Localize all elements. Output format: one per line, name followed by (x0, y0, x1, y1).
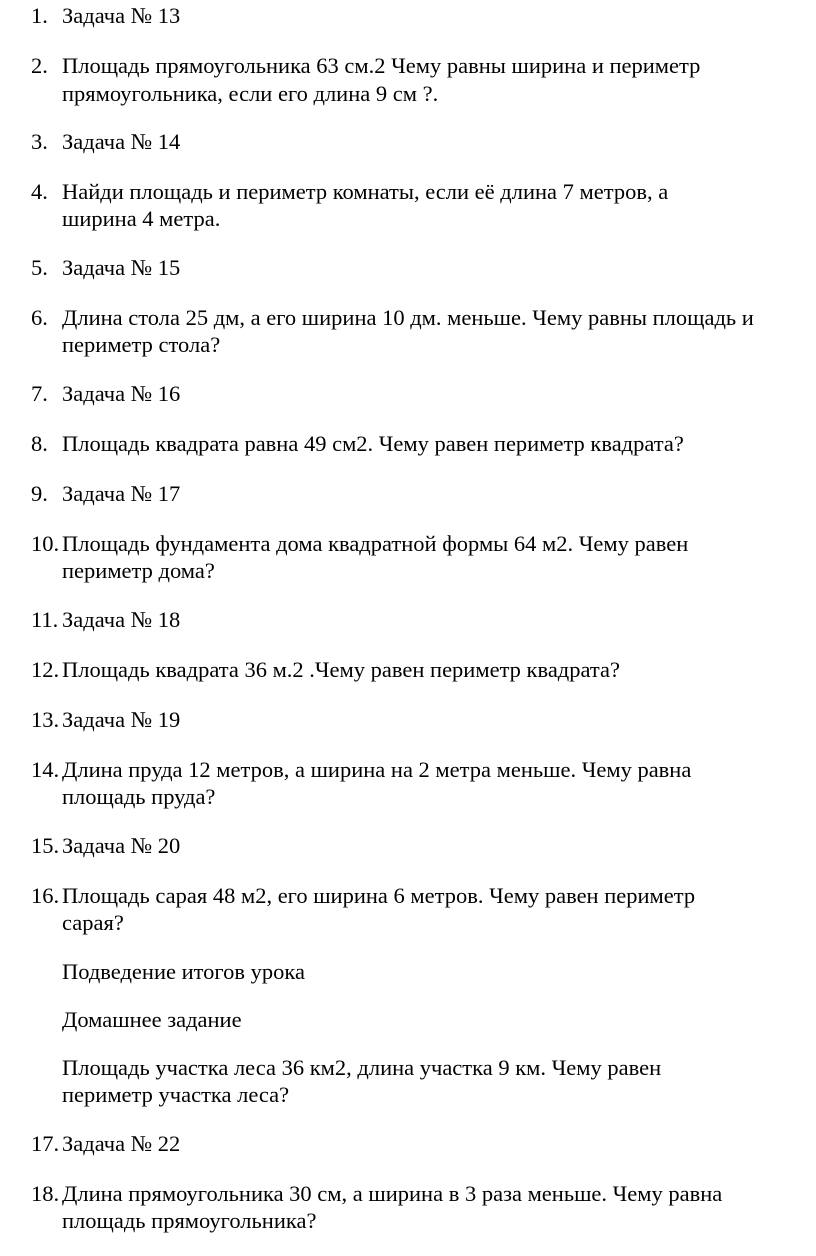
item-number: 9. (31, 481, 48, 506)
item-text: Длина пруда 12 метров, а ширина на 2 метра меньше. Чему равна (62, 757, 692, 782)
homework-text: Площадь участка леса 36 км2, длина участка 9 км. Чему равен (62, 1055, 662, 1080)
item-number: 2. (31, 53, 48, 78)
item-text: Задача № 18 (62, 607, 181, 632)
item-text: Площадь сарая 48 м2, его ширина 6 метров. Чему равен периметр (62, 883, 696, 908)
item-text: Длина прямоугольника 30 см, а ширина в 3 раза меньше. Чему равна (62, 1181, 723, 1206)
item-number: 5. (31, 255, 48, 280)
item-number: 15. (31, 833, 60, 858)
item-number: 18. (31, 1181, 60, 1206)
item-number: 8. (31, 431, 48, 456)
item-text: Задача № 16 (62, 381, 181, 406)
item-text: сарая? (62, 910, 124, 935)
item-number: 16. (31, 883, 60, 908)
item-text: площадь пруда? (62, 784, 216, 809)
item-number: 1. (31, 3, 48, 28)
homework-text: периметр участка леса? (62, 1082, 290, 1107)
item-number: 17. (31, 1131, 60, 1156)
item-text: Площадь квадрата 36 м.2 .Чему равен периметр квадрата? (62, 657, 620, 682)
item-text: Задача № 13 (62, 3, 181, 28)
item-number: 13. (31, 707, 60, 732)
item-number: 10. (31, 531, 60, 556)
item-text: Задача № 22 (62, 1131, 181, 1156)
item-text: периметр стола? (62, 332, 221, 357)
item-text: ширина 4 метра. (62, 206, 221, 231)
item-text: площадь прямоугольника? (62, 1208, 317, 1233)
item-number: 11. (31, 607, 59, 632)
item-number: 14. (31, 757, 60, 782)
item-number: 12. (31, 657, 60, 682)
item-number: 7. (31, 381, 48, 406)
item-number: 3. (31, 129, 48, 154)
item-text: Задача № 17 (62, 481, 181, 506)
item-text: Площадь фундамента дома квадратной формы 64 м2. Чему равен (62, 531, 689, 556)
item-text: Задача № 15 (62, 255, 181, 280)
section-summary: Подведение итогов урока (62, 959, 305, 984)
section-homework: Домашнее задание (62, 1007, 242, 1032)
item-text: прямоугольника, если его длина 9 см ?. (62, 81, 439, 106)
item-text: Задача № 20 (62, 833, 181, 858)
item-text: Найди площадь и периметр комнаты, если её длина 7 метров, а (62, 179, 669, 204)
item-text: периметр дома? (62, 558, 215, 583)
item-text: Площадь квадрата равна 49 см2. Чему равен периметр квадрата? (62, 431, 684, 456)
item-number: 4. (31, 179, 48, 204)
item-text: Задача № 19 (62, 707, 181, 732)
item-text: Задача № 14 (62, 129, 181, 154)
item-text: Длина стола 25 дм, а его ширина 10 дм. меньше. Чему равны площадь и (62, 305, 754, 330)
item-number: 6. (31, 305, 48, 330)
item-text: Площадь прямоугольника 63 см.2 Чему равны ширина и периметр (62, 53, 701, 78)
